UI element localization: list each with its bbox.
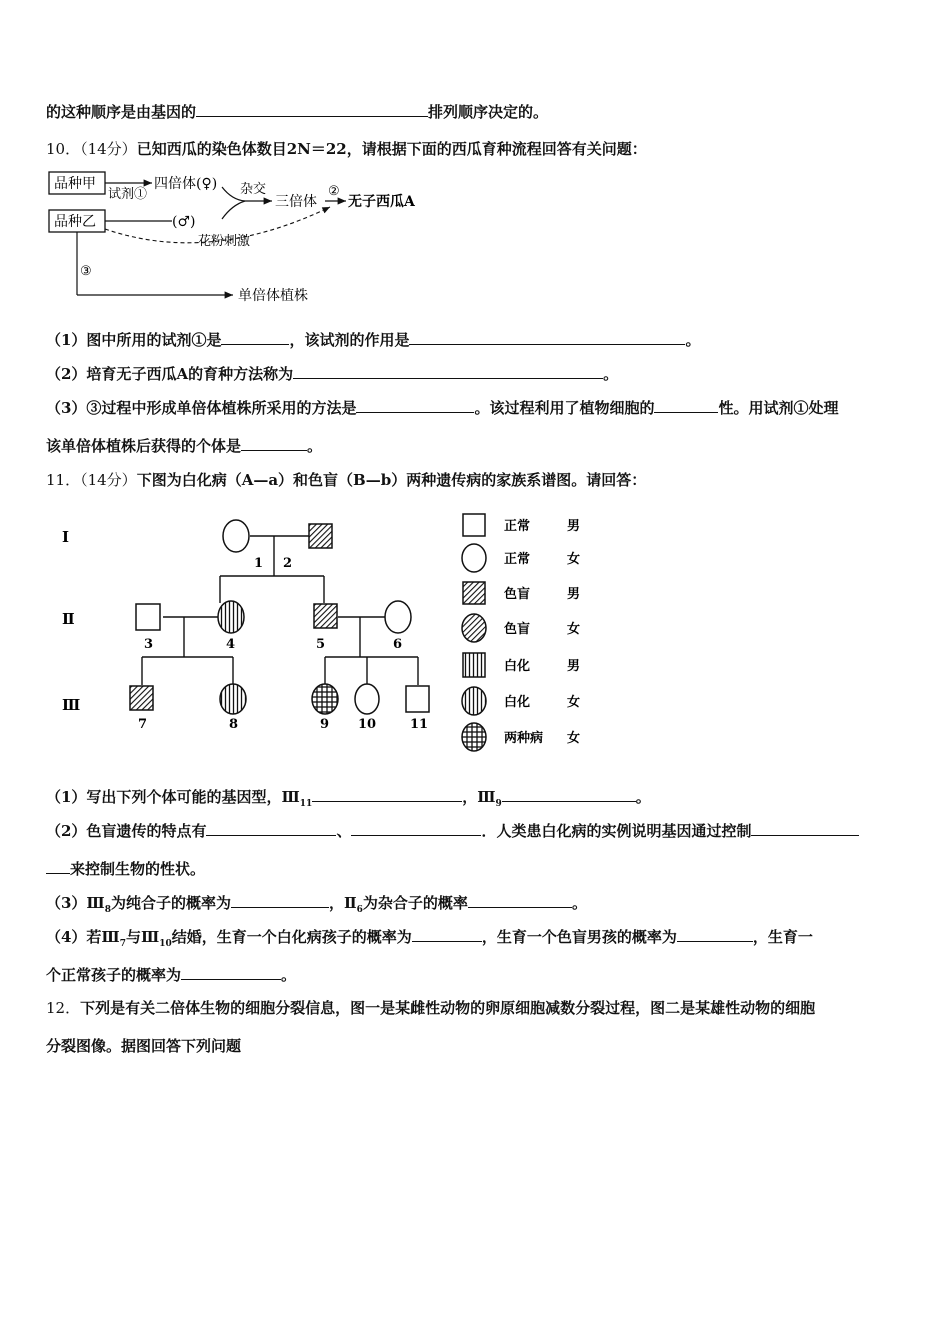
q10-p1-text-c: 。 [685,331,701,349]
label-II3: 3 [144,637,154,652]
q9-tail-text-2: 排列顺序决定的。 [428,103,549,121]
q11-p4-text-a: （4）若Ⅲ [46,928,120,946]
legend-type-0: 正常 [504,519,531,534]
gen-label-1: Ⅰ [62,528,70,546]
legend-type-2: 色盲 [504,587,531,602]
q12-stem-text-2: 分裂图像。据图回答下列问题 [46,1037,242,1055]
pedigree-legend [462,514,580,751]
step3-label: ③ [80,264,92,279]
q11-p4-text-d: ，生育一个色盲男孩的概率为 [481,928,677,946]
q11-p1-blank-1[interactable] [312,787,462,802]
pedigree-lines [142,536,418,685]
label-I2: 2 [283,556,293,571]
q11-p2-text-a: （2）色盲遗传的特点有 [46,822,207,840]
legend-symbol-normal-male [463,514,485,536]
individual-III8 [220,684,246,714]
q12-stem-text: 下列是有关二倍体生物的细胞分裂信息，图一是某雌性动物的卵原细胞减数分裂过程，图二是某雄性动物的细胞 [80,999,816,1017]
legend-symbol-albino-female [462,687,486,715]
q11-p3-text-c: ，Ⅱ [329,894,357,912]
individual-III7 [130,686,153,710]
individual-II4 [218,601,244,633]
step2-label: ② [328,184,340,199]
q11-p2-text-c: ．人类患白化病的实例说明基因通过控制 [481,822,752,840]
q11-part4 [46,927,813,954]
q11-stem [46,470,646,490]
legend-type-4: 白化 [504,659,531,674]
legend-symbol-colorblind-male [463,582,485,604]
label-III8: 8 [229,717,239,732]
legend-sex-4: 男 [567,659,581,674]
q11-p4-text-f: 个正常孩子的概率为 [46,966,182,984]
q9-tail-line [46,102,548,122]
individual-I1 [223,520,249,552]
legend-sex-0: 男 [567,519,581,534]
cross-line-bottom [222,201,245,219]
q11-p1-text-a: （1）写出下列个体可能的基因型，Ⅲ [46,788,300,806]
legend-sex-1: 女 [567,552,581,567]
label-II4: 4 [226,637,236,652]
q10-p2-text-a: （2）培育无子西瓜A的育种方法称为 [46,365,294,383]
individual-II3 [136,604,160,630]
legend-sex-2: 男 [567,587,581,602]
label-III9: 9 [320,717,330,732]
q11-stem-text: 下图为白化病（A—a）和色盲（B—b）两种遗传病的家族系谱图。请回答： [136,471,647,489]
q11-p3-blank-2[interactable] [468,893,572,908]
q10-p3-blank-2[interactable] [654,398,718,413]
q10-p3-text-d: 该单倍体植株后获得的个体是 [46,437,242,455]
legend-symbol-normal-female [462,544,486,572]
q11-p2-blank-1[interactable] [206,821,336,836]
q11-p3-sub-1: 8 [104,905,111,915]
cross-label: 杂交 [240,182,267,197]
individual-II6 [385,601,411,633]
q11-p2-text-b: 、 [336,822,352,840]
q11-p3-text-d: 为杂合子的概率 [362,894,468,912]
q11-p1-sub-1: 11 [299,799,313,809]
watermelon-breeding-diagram [40,165,460,310]
male-label: (♂) [172,214,196,230]
q11-p2-text-d: 来控制生物的性状。 [70,860,206,878]
q10-part3-cont [46,436,322,456]
q11-part1 [46,787,651,814]
individual-I2 [309,524,332,548]
q11-p4-text-c: 结婚，生育一个白化病孩子的概率为 [171,928,412,946]
q11-p3-text-b: 为纯合子的概率为 [110,894,231,912]
q11-part4-cont [46,965,296,985]
variety-b-label: 品种乙 [54,214,96,230]
q10-p1-blank-2[interactable] [409,330,685,345]
q10-p3-blank-1[interactable] [356,398,474,413]
label-II5: 5 [316,637,326,652]
q11-p1-blank-2[interactable] [502,787,636,802]
q11-part3 [46,893,587,920]
individual-III11 [406,686,429,712]
gen-label-2: Ⅱ [62,610,75,628]
q11-p3-sub-2: 6 [356,905,363,915]
legend-symbol-colorblind-female [462,614,486,642]
legend-type-5: 白化 [504,695,531,710]
label-II6: 6 [393,637,403,652]
q10-p1-blank-1[interactable] [221,330,289,345]
q11-part2-cont [46,859,205,879]
individual-II5 [314,604,337,628]
q10-p3-text-a: （3）③过程中形成单倍体植株所采用的方法是 [46,399,357,417]
q10-p3-text-e: 。 [307,437,323,455]
haploid-label: 单倍体植株 [238,288,308,304]
q10-stem-text: 已知西瓜的染色体数目2N＝22，请根据下面的西瓜育种流程回答有关问题： [136,140,647,158]
legend-symbol-both-female [462,723,486,751]
q10-part3 [46,398,838,418]
q11-p2-blank-2[interactable] [351,821,481,836]
legend-sex-3: 女 [567,622,581,637]
q10-p1-text-a: （1）图中所用的试剂①是 [46,331,222,349]
legend-sex-5: 女 [567,695,581,710]
q11-p4-sub-1: 7 [119,939,126,949]
q11-p2-blank-3-cont[interactable] [46,859,70,874]
reagent-label: 试剂① [108,187,148,202]
q11-p4-blank-1[interactable] [412,927,482,942]
q10-part2 [46,364,618,384]
seedless-watermelon-label: 无子西瓜A [348,194,415,210]
q12-stem-cont [46,1036,241,1056]
individual-III10 [355,684,379,714]
label-I1: 1 [254,556,264,571]
legend-sex-6: 女 [567,731,581,746]
q11-p1-text-c: 。 [635,788,651,806]
legend-type-1: 正常 [504,552,531,567]
legend-symbol-albino-male [463,653,485,677]
label-III7: 7 [138,717,148,732]
q10-number: 10．（14分） [46,140,137,158]
q11-p4-text-g: 。 [281,966,297,984]
q11-p3-blank-1[interactable] [231,893,329,908]
q11-number: 11．（14分） [46,471,137,489]
q11-p4-text-b: 与Ⅲ [125,928,160,946]
legend-type-6: 两种病 [504,731,544,746]
q11-p2-blank-3[interactable] [751,821,859,836]
tetraploid-label: 四倍体(♀) [154,176,218,192]
q11-p3-text-e: 。 [571,894,587,912]
label-III11: 11 [410,717,429,732]
q10-p2-text-b: 。 [603,365,619,383]
q10-p3-text-c: 性。用试剂①处理 [718,399,839,417]
triploid-label: 三倍体 [275,194,317,210]
q9-tail-text-1: 的这种顺序是由基因的 [46,103,197,121]
q11-p1-text-b: ，Ⅲ [462,788,496,806]
q11-part2 [46,821,859,841]
q10-part1 [46,330,700,350]
q10-stem [46,139,647,159]
pedigree-chart [40,500,600,770]
legend-type-3: 色盲 [504,622,531,637]
q11-p4-sub-2: 10 [159,939,172,949]
variety-a-label: 品种甲 [54,176,96,192]
q10-p1-text-b: ，该试剂的作用是 [289,331,410,349]
q12-number: 12． [46,999,81,1017]
q10-p2-blank[interactable] [293,364,603,379]
label-III10: 10 [358,717,377,732]
q11-p1-sub-2: 9 [495,799,502,809]
q11-p3-text-a: （3）Ⅲ [46,894,105,912]
q9-blank[interactable] [196,102,428,117]
q10-p3-blank-3[interactable] [241,436,307,451]
individual-III9 [312,684,338,714]
gen-label-3: Ⅲ [62,696,81,714]
q10-p3-text-b: 。该过程利用了植物细胞的 [474,399,655,417]
q11-p4-text-e: ，生育一 [752,928,813,946]
pollen-label: 花粉刺激 [198,234,251,249]
q12-stem [46,998,815,1018]
q11-p4-blank-3[interactable] [181,965,281,980]
q11-p4-blank-2[interactable] [677,927,753,942]
